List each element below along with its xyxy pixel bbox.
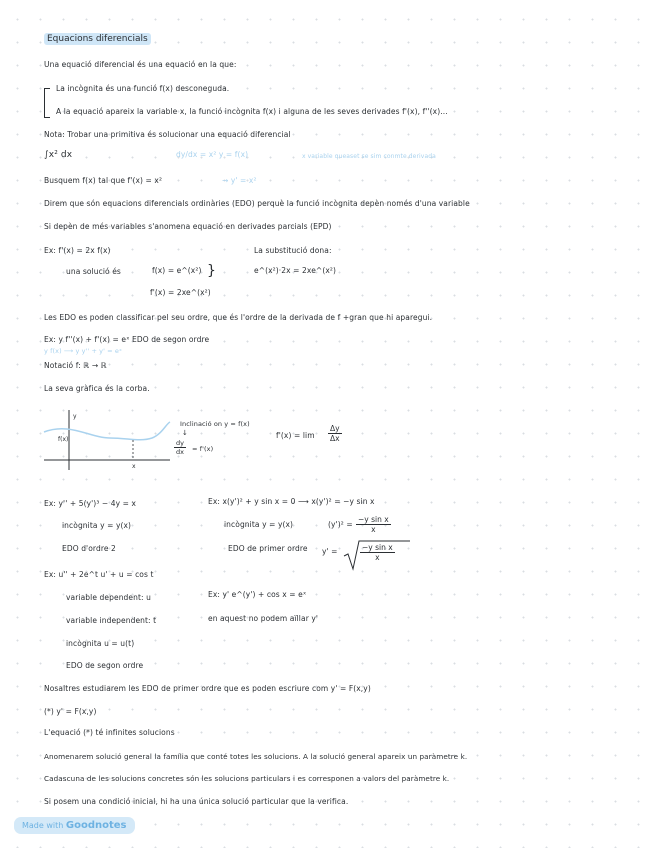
graph-annotation-1: Inclinació on y = f(x) (180, 420, 250, 428)
solution-f: f(x) = e^(x²) (152, 266, 202, 275)
example-left-3: EDO d'ordre 2 (62, 544, 116, 553)
notation-text: Notació f: ℝ → ℝ (44, 361, 107, 370)
classification-text: Les EDO es poden classificar pel seu ordre, que és l'ordre de la derivada de f +gran que hi aparegui. (44, 313, 433, 322)
general-solution-2: Cadascuna de les solucions concretes són les solucions particulars i es corresponen a valors del paràmetre k. (44, 774, 450, 783)
graph-y-label: y (73, 413, 77, 420)
example-1: Ex: f'(x) = 2x f(x) (44, 246, 111, 255)
limit-lhs: f'(x) = lim (276, 431, 315, 440)
graph-text: La seva gràfica és la corba. (44, 384, 150, 393)
study-text: Nosaltres estudiarem les EDO de primer ordre que es poden escriure com y' = F(x,y) (44, 684, 371, 693)
example-2-hint: y f(x) ⟶ y y'' + y' = eˣ (44, 347, 122, 355)
example-right-frac-2-den: x (375, 553, 380, 562)
limit-fraction (328, 424, 342, 443)
goodnotes-badge[interactable] (14, 817, 135, 834)
busquem-hint: → y' = x² (222, 176, 257, 185)
condition-2: A la equació apareix la variable x, la funció incògnita f(x) i alguna de les seves derivades f'(x), f''(x)... (56, 107, 448, 116)
graph-dy: dy (176, 439, 184, 447)
graph-f-label: f(x) (58, 436, 69, 443)
variable-hint: x variable queaset se sim conmte derivada (302, 153, 436, 160)
graph-annotation-rhs: = f'(x) (192, 445, 214, 453)
example-right-frac-1-num: −y sin x (358, 515, 389, 524)
function-graph (40, 408, 270, 472)
example-left-1: Ex: y'' + 5(y')³ − 4y = x (44, 499, 137, 508)
example-u-2: variable dependent: u (66, 593, 151, 602)
substitution-equation: e^(x²)·2x = 2xe^(x²) (254, 266, 337, 275)
infinite-solutions: L'equació (*) té infinites solucions (44, 728, 175, 737)
example-right-1: Ex: x(y')² + y sin x = 0 ⟶ x(y')² = −y sin x (208, 497, 375, 506)
badge-prefix: Made with (22, 821, 64, 830)
example-v-1: Ex: y' e^(y') + cos x = eˣ (208, 590, 307, 599)
epd-definition: Si depèn de més variables s'anomena equació en derivades parcials (EPD) (44, 222, 332, 231)
example-right-3-lhs: y' = (322, 547, 338, 556)
example-u-3: variable independent: t (66, 616, 157, 625)
condition-1: La incògnita és una funció f(x) desconeguda. (56, 84, 230, 93)
example-u-1: Ex: u'' + 2e^t u' + u = cos t (44, 570, 154, 579)
example-right-3: EDO de primer ordre (228, 544, 308, 553)
graph-dydx (174, 439, 186, 456)
graph-x-label: x (132, 463, 136, 470)
integral-example: ∫x² dx (44, 150, 73, 160)
note-text: Nota: Trobar una primitiva és solucionar una equació diferencial (44, 130, 291, 139)
example-u-5: EDO de segon ordre (66, 661, 144, 670)
condition-bracket (44, 88, 50, 118)
limit-num: Δy (330, 424, 340, 433)
intro-text: Una equació diferencial és una equació en la que: (44, 60, 237, 69)
edo-definition: Direm que són equacions diferencials ordinàries (EDO) perquè la funció incògnita depèn només d'una variable (44, 199, 470, 208)
limit-den: Δx (330, 434, 340, 443)
example-u-4: incògnita u = u(t) (66, 639, 135, 648)
example-right-frac-2-num: −y sin x (362, 543, 393, 552)
example-right-frac-1-den: x (371, 525, 376, 534)
example-right-frac-2 (360, 543, 395, 562)
initial-condition: Si posem una condició inicial, hi ha una única solució particular que la verifica. (44, 797, 349, 806)
graph-annotation-arrow: ↓ (182, 429, 188, 437)
graph-dx: dx (176, 448, 184, 456)
example-right-2a: incògnita y = y(x) (224, 520, 294, 529)
star-equation: (*) y' = F(x,y) (44, 707, 97, 716)
example-right-frac-1 (356, 515, 391, 534)
busquem-text: Busquem f(x) tal que f'(x) = x² (44, 176, 163, 185)
solution-label: una solució és (66, 267, 121, 276)
example-v-2: en aquest no podem aïllar y' (208, 614, 319, 623)
solution-f-prime: f'(x) = 2xe^(x²) (150, 288, 211, 297)
substitution-label: La substitució dona: (254, 246, 332, 255)
page-title: Equacions diferencials (44, 33, 151, 45)
example-right-2b: (y')² = (328, 520, 353, 529)
example-left-2: incògnita y = y(x) (62, 521, 132, 530)
badge-brand: Goodnotes (65, 820, 127, 831)
example-2: Ex: y f''(x) + f'(x) = eˣ EDO de segon ordre (44, 335, 210, 344)
solution-brace: } (207, 263, 216, 279)
general-solution-1: Anomenarem solució general la família que conté totes les solucions. A la solució general apareix un paràmetre k. (44, 752, 468, 761)
derivative-hint: dy/dx = x² y = f(x) (176, 150, 249, 159)
